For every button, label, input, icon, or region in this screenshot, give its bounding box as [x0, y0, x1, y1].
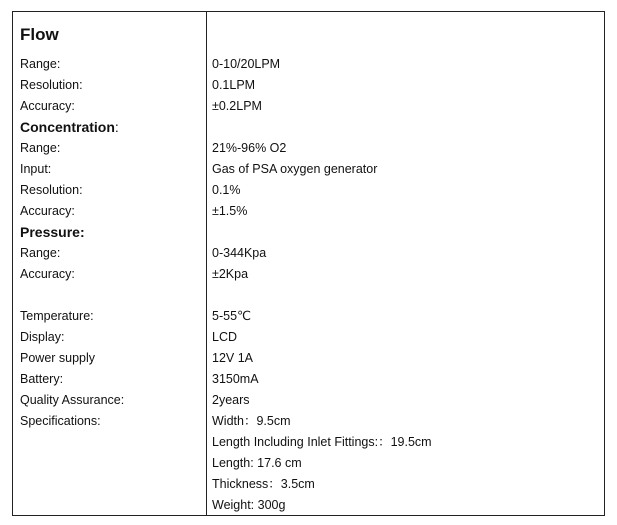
pressure-range-row [13, 243, 604, 264]
battery-row [13, 369, 604, 390]
temperature-row [13, 306, 604, 327]
battery-label: Battery: [20, 372, 64, 386]
concentration-range-row [13, 138, 604, 159]
display-row [13, 327, 604, 348]
spec-width-value: Width：9.5cm [212, 414, 291, 428]
quality-assurance-row [13, 390, 604, 411]
pressure-accuracy-row [13, 264, 604, 285]
flow-range-row [13, 54, 604, 75]
pressure-title-text: Pressure [20, 224, 80, 240]
pressure-accuracy-value: ±2Kpa [212, 267, 249, 281]
spec-length-row [13, 453, 604, 474]
concentration-title-colon: : [114, 119, 119, 135]
quality-assurance-value: 2years [212, 393, 250, 407]
pressure-header-row [13, 222, 604, 243]
concentration-title [20, 117, 119, 138]
specifications-row [13, 411, 604, 432]
power-supply-value: 12V 1A [212, 351, 254, 365]
pressure-title [20, 222, 85, 243]
quality-assurance-label: Quality Assurance: [20, 393, 125, 407]
flow-header-row [13, 22, 604, 48]
concentration-accuracy-value: ±1.5% [212, 204, 248, 218]
power-supply-row [13, 348, 604, 369]
specifications-label: Specifications: [20, 414, 101, 428]
flow-accuracy-value: ±0.2LPM [212, 99, 262, 113]
flow-resolution-value: 0.1LPM [212, 78, 256, 92]
flow-resolution-row [13, 75, 604, 96]
pressure-range-value: 0-344Kpa [212, 246, 267, 260]
concentration-resolution-value: 0.1% [212, 183, 241, 197]
pressure-range-label: Range: [20, 246, 61, 260]
concentration-range-label: Range: [20, 141, 61, 155]
spec-length-inlet-row [13, 432, 604, 453]
concentration-header-row [13, 117, 604, 138]
temperature-label: Temperature: [20, 309, 94, 323]
concentration-accuracy-label: Accuracy: [20, 204, 75, 218]
concentration-input-label: Input: [20, 162, 52, 176]
temperature-value: 5-55℃ [212, 309, 252, 323]
flow-resolution-label: Resolution: [20, 78, 83, 92]
flow-accuracy-label: Accuracy: [20, 99, 75, 113]
concentration-input-row [13, 159, 604, 180]
pressure-accuracy-label: Accuracy: [20, 267, 75, 281]
display-label: Display: [20, 330, 65, 344]
concentration-input-value: Gas of PSA oxygen generator [212, 162, 378, 176]
spec-weight-row [13, 495, 604, 516]
flow-range-label: Range: [20, 57, 61, 71]
power-supply-label: Power supply [20, 351, 96, 365]
concentration-range-value: 21%-96% O2 [212, 141, 287, 155]
spec-thickness-row [13, 474, 604, 495]
flow-title: Flow [20, 25, 59, 44]
spec-table [12, 11, 605, 516]
concentration-resolution-row [13, 180, 604, 201]
spec-thickness-value: Thickness：3.5cm [212, 477, 315, 491]
display-value: LCD [212, 330, 238, 344]
concentration-accuracy-row [13, 201, 604, 222]
pressure-title-colon: : [79, 224, 85, 240]
concentration-resolution-label: Resolution: [20, 183, 83, 197]
spec-length-value: Length: 17.6 cm [212, 456, 302, 470]
concentration-title-text: Concentration [20, 119, 115, 135]
spec-weight-value: Weight: 300g [212, 498, 286, 512]
spec-length-inlet-value: Length Including Inlet Fittings:：19.5cm [212, 435, 432, 449]
battery-value: 3150mA [212, 372, 259, 386]
flow-accuracy-row [13, 96, 604, 117]
flow-range-value: 0-10/20LPM [212, 57, 281, 71]
